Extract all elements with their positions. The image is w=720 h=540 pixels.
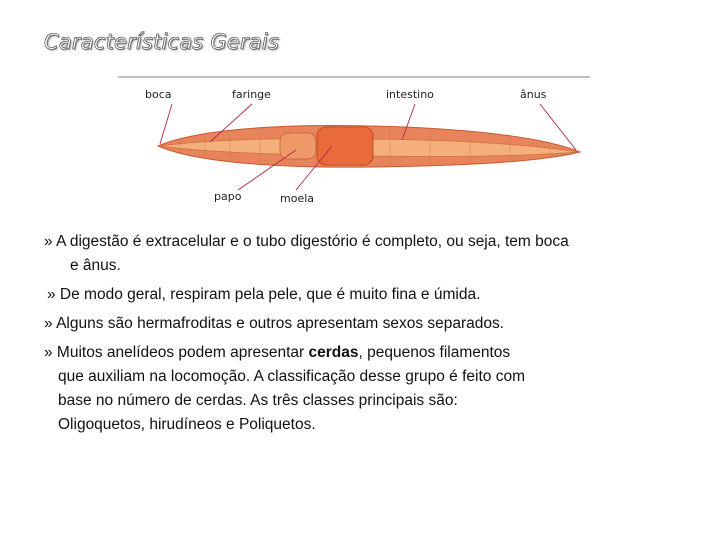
paragraph-cerdas-line2: que auxiliam na locomoção. A classificação desse grupo é feito com bbox=[58, 368, 525, 385]
label-boca: boca bbox=[145, 88, 172, 101]
earthworm-diagram bbox=[110, 66, 594, 208]
worm-crop bbox=[280, 133, 316, 159]
paragraph-digestion-line1: » A digestão é extracelular e o tubo digestório é completo, ou seja, tem boca bbox=[44, 233, 569, 250]
slide-title: Características Gerais bbox=[44, 30, 280, 54]
label-intestino: intestino bbox=[386, 88, 434, 101]
paragraph-reproduction: » Alguns são hermafroditas e outros apresentam sexos separados. bbox=[44, 315, 505, 332]
worm-gizzard bbox=[317, 127, 373, 165]
paragraph-cerdas-line4: Oligoquetos, hirudíneos e Poliquetos. bbox=[58, 416, 316, 433]
label-moela: moela bbox=[280, 192, 315, 205]
label-anus: ânus bbox=[520, 88, 547, 101]
paragraph-cerdas-post: , pequenos filamentos bbox=[358, 344, 511, 361]
leader-boca bbox=[160, 104, 172, 144]
paragraph-cerdas bbox=[44, 341, 694, 437]
paragraph-cerdas-line3: base no número de cerdas. As três classes principais são: bbox=[58, 392, 458, 409]
cerdas-term: cerdas bbox=[308, 344, 359, 361]
paragraph-digestion-line2: e ânus. bbox=[70, 257, 121, 274]
body-text bbox=[44, 230, 694, 442]
paragraph-cerdas-pre: » Muitos anelídeos podem apresentar bbox=[44, 344, 309, 361]
earthworm-svg bbox=[110, 66, 594, 208]
label-faringe: faringe bbox=[232, 88, 271, 101]
label-papo: papo bbox=[214, 190, 242, 203]
paragraph-respiration: » De modo geral, respiram pela pele, que é muito fina e úmida. bbox=[47, 286, 481, 303]
paragraph-digestion bbox=[44, 230, 694, 278]
